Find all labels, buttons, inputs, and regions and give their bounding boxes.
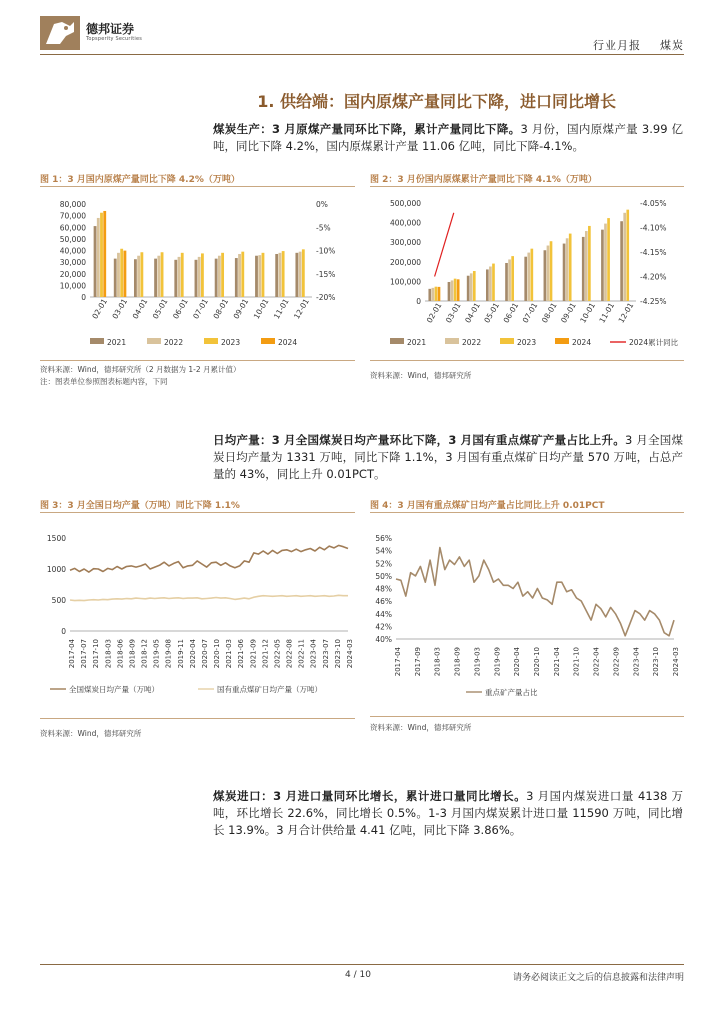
bar-2023: [221, 253, 224, 297]
legend-label: 2024累计同比: [629, 338, 679, 347]
bar-2021: [524, 257, 527, 301]
x-tick-label: 2021-10: [572, 647, 581, 677]
legal-disclaimer: 请务必阅读正文之后的信息披露和法律声明: [512, 973, 684, 983]
x-tick-label: 2020-07: [200, 639, 209, 669]
x-tick-label: 2024-03: [672, 647, 680, 677]
x-tick-label: 2017-09: [413, 647, 422, 677]
bar-2023: [531, 249, 534, 301]
bar-2021: [505, 263, 508, 301]
x-tick-label: 2019-11: [176, 639, 185, 669]
x-tick-label: 2021-03: [225, 639, 234, 669]
bar-2021: [448, 282, 451, 301]
page-number: 4 / 10: [345, 970, 371, 980]
y-tick-label: 0: [61, 627, 66, 636]
bar-2023: [140, 252, 143, 297]
legend-swatch: [147, 338, 161, 344]
x-tick-label: 07-01: [191, 297, 210, 321]
bar-2021: [154, 259, 157, 297]
cumulative-yoy-line: [435, 213, 454, 277]
bar-2022: [470, 273, 473, 301]
bar-2022: [623, 213, 626, 301]
bar-2023: [282, 251, 285, 297]
legend-swatch: [261, 338, 275, 344]
footer-divider: [40, 964, 684, 965]
x-tick-label: 2019-05: [152, 639, 161, 669]
fig1-note: 注：图表单位参照图表标题内容，下同: [40, 377, 168, 386]
section-title: 1. 供给端：国内原煤产量同比下降，进口同比增长: [257, 92, 616, 111]
paragraph-body: 3 月份，国内原煤产量 3.99 亿吨，同比下降 4.2%，国内原煤累计产量 11.06 亿吨，同比下降-4.1%。: [213, 122, 683, 153]
x-tick-label: 2018-06: [116, 639, 125, 669]
x-tick-label: 06-01: [501, 301, 521, 325]
x-tick-label: 2017-04: [68, 639, 76, 669]
y-tick-label: 46%: [375, 597, 392, 607]
y-tick-label: 40%: [375, 635, 392, 644]
y2-tick-label: -4.05%: [640, 199, 667, 208]
x-tick-label: 2023-04: [309, 639, 318, 669]
y-tick-label: 40,000: [59, 246, 86, 256]
legend-swatch: [445, 338, 459, 344]
paragraph-lead: 煤炭生产：3 月原煤产量同环比下降，累计产量同比下降。: [213, 122, 521, 136]
coal-import-paragraph: [213, 788, 683, 839]
bar-2022: [604, 224, 607, 301]
y2-tick-label: -4.25%: [640, 297, 667, 306]
x-tick-label: 2024-03: [346, 639, 354, 669]
x-tick-label: 2020-04: [513, 647, 522, 677]
bar-2023: [454, 279, 457, 301]
legend-label: 全国煤炭日均产量（万吨）: [69, 685, 159, 694]
bar-2023: [492, 264, 495, 301]
y-tick-label: 500: [51, 596, 66, 605]
bar-2021: [114, 259, 117, 297]
legend-label: 国有重点煤矿日均产量（万吨）: [217, 685, 322, 694]
fig1-source: 资料来源：Wind，德邦研究所（2 月数据为 1-2 月累计值）: [40, 365, 241, 374]
bar-2021: [582, 237, 585, 301]
fig3-bottom-divider: [40, 718, 355, 719]
y2-tick-label: -15%: [316, 269, 336, 279]
x-tick-label: 2020-10: [533, 647, 541, 677]
bar-2021: [428, 289, 431, 301]
x-tick-label: 10-01: [578, 301, 597, 325]
fig4-source: 资料来源：Wind，德邦研究所: [370, 723, 472, 732]
legend-swatch: [390, 338, 404, 344]
x-tick-label: 04-01: [463, 301, 482, 325]
bar-2022: [117, 253, 120, 297]
bar-2022: [198, 257, 201, 297]
paragraph-lead: 煤炭进口：3 月进口量同环比增长，累计进口量同比增长。: [213, 789, 527, 803]
series-line-0: [396, 548, 674, 636]
x-tick-label: 09-01: [231, 297, 251, 321]
x-tick-label: 02-01: [424, 301, 444, 325]
x-tick-label: 2019-09: [493, 647, 502, 677]
x-tick-label: 2023-04: [632, 647, 641, 677]
x-tick-label: 2021-06: [237, 639, 246, 669]
y-tick-label: 52%: [375, 559, 392, 569]
fig2-bottom-divider: [370, 360, 684, 361]
x-tick-label: 2022-04: [592, 647, 601, 677]
y-tick-label: 56%: [375, 534, 392, 543]
x-tick-label: 2023-07: [321, 639, 330, 669]
y2-tick-label: -10%: [316, 246, 336, 256]
y-tick-label: 50,000: [59, 234, 86, 244]
bar-2022: [432, 288, 435, 301]
bar-2023: [161, 252, 164, 297]
bar-2022: [451, 280, 454, 301]
legend-label: 2021: [107, 338, 127, 347]
bar-2022: [547, 246, 550, 301]
x-tick-label: 2018-03: [104, 639, 113, 669]
coal-production-paragraph: [213, 121, 683, 155]
bar-2022: [258, 255, 261, 297]
x-tick-label: 08-01: [539, 301, 559, 325]
bar-2023: [607, 218, 610, 301]
bar-2023: [302, 249, 305, 297]
x-tick-label: 2018-09: [453, 647, 462, 677]
bar-2022: [527, 253, 530, 301]
series-line-1: [70, 595, 348, 600]
fig2-title: 图 2：3 月份国内原煤累计产量同比下降 4.1%（万吨）: [370, 175, 597, 185]
bar-2023: [511, 256, 514, 301]
bar-2024: [124, 251, 127, 297]
fig3-chart: [40, 518, 355, 703]
bar-2021: [467, 276, 470, 301]
x-tick-label: 04-01: [130, 297, 150, 321]
y-tick-label: 44%: [375, 609, 392, 619]
bar-2021: [174, 260, 177, 297]
paragraph-lead: 日均产量：3 月全国煤炭日均产量环比下降，3 月国有重点煤矿产量占比上升。: [213, 433, 626, 447]
bar-2022: [585, 231, 588, 301]
legend-label: 重点矿产量占比: [485, 688, 538, 697]
y-tick-label: 50%: [375, 571, 392, 581]
x-tick-label: 2019-03: [473, 647, 482, 677]
bar-2023: [100, 213, 103, 297]
y-tick-label: 48%: [375, 584, 392, 594]
x-tick-label: 05-01: [150, 297, 170, 321]
fig1-chart: [40, 190, 355, 355]
x-tick-label: 2021-09: [249, 639, 258, 669]
company-logo: [40, 16, 80, 50]
fig2-chart: [370, 190, 684, 355]
y2-tick-label: 0%: [316, 200, 328, 209]
bar-2024: [103, 211, 106, 297]
legend-label: 2023: [517, 338, 537, 347]
fig1-bottom-divider: [40, 360, 355, 361]
bar-2024: [438, 287, 441, 301]
x-tick-label: 11-01: [597, 301, 617, 325]
x-tick-label: 2018-12: [140, 639, 149, 669]
bar-2023: [435, 287, 438, 301]
x-tick-label: 2020-04: [188, 639, 197, 669]
y2-tick-label: -4.15%: [640, 248, 667, 257]
fig4-title: 图 4：3 月国有重点煤矿日均产量占比同比上升 0.01PCT: [370, 501, 605, 511]
fig1-title: 图 1：3 月国内原煤产量同比下降 4.2%（万吨）: [40, 175, 240, 185]
bar-2024: [457, 279, 460, 301]
y-tick-label: 1500: [46, 534, 66, 543]
y-tick-label: 500,000: [389, 199, 421, 208]
bar-2021: [94, 226, 97, 297]
legend-label: 2021: [407, 338, 427, 347]
bar-2021: [255, 256, 258, 297]
bar-2022: [178, 257, 181, 297]
x-tick-label: 2021-04: [552, 647, 561, 677]
fig4-divider: [370, 512, 684, 513]
legend-label: 2022: [462, 338, 482, 347]
header-divider: [40, 54, 684, 55]
bar-2021: [620, 221, 623, 301]
bar-2021: [235, 258, 238, 297]
fig3-title: 图 3：3 月全国日均产量（万吨）同比下降 1.1%: [40, 501, 240, 511]
legend-label: 2023: [221, 338, 241, 347]
bar-2022: [508, 259, 511, 301]
x-tick-label: 2018-03: [433, 647, 442, 677]
bar-2021: [295, 253, 298, 297]
x-tick-label: 09-01: [559, 301, 578, 325]
x-tick-label: 2022-09: [612, 647, 621, 677]
legend-label: 2024: [572, 338, 592, 347]
legend-swatch: [90, 338, 104, 344]
bar-2021: [215, 259, 218, 297]
bar-2023: [241, 252, 244, 297]
paragraph-body: 3 月国内煤炭进口量 4138 万吨，环比增长 22.6%，同比增长 0.5%。1-3 月国内煤炭累计进口量 11590 万吨，同比增长 13.9%。3 月合计供给量 4.41 亿吨，同比下降 3.86%。: [213, 789, 683, 837]
series-line-0: [70, 545, 348, 572]
x-tick-label: 2018-09: [128, 639, 137, 669]
x-tick-label: 2023-10: [333, 639, 342, 669]
y-tick-label: 54%: [375, 546, 392, 556]
bar-2021: [195, 260, 198, 297]
bar-2022: [566, 238, 569, 301]
bar-2023: [626, 210, 629, 301]
bar-2023: [262, 253, 265, 297]
x-tick-label: 2017-04: [394, 647, 402, 677]
x-tick-label: 2022-11: [297, 639, 306, 669]
legend-label: 2024: [278, 338, 298, 347]
bar-2022: [97, 218, 100, 297]
bar-2021: [486, 269, 489, 301]
industry-label: 煤炭: [660, 39, 684, 52]
y-tick-label: 42%: [375, 622, 392, 632]
x-tick-label: 2021-12: [261, 639, 270, 669]
y-tick-label: 20,000: [59, 269, 86, 279]
x-tick-label: 05-01: [482, 301, 502, 325]
bar-2021: [601, 230, 604, 301]
fig3-divider: [40, 512, 355, 513]
x-tick-label: 03-01: [110, 297, 130, 321]
bar-2022: [157, 256, 160, 297]
x-tick-label: 07-01: [520, 301, 540, 325]
bar-2021: [134, 259, 137, 297]
x-tick-label: 12-01: [292, 297, 311, 321]
x-tick-label: 2017-10: [92, 639, 101, 669]
bar-2023: [569, 234, 572, 301]
bar-2022: [489, 267, 492, 301]
y-tick-label: 10,000: [59, 281, 86, 291]
x-tick-label: 02-01: [90, 297, 110, 321]
bar-2022: [137, 256, 140, 297]
legend-swatch: [204, 338, 218, 344]
x-tick-label: 12-01: [616, 301, 636, 325]
y-tick-label: 1000: [46, 565, 66, 574]
y2-tick-label: -4.20%: [640, 272, 667, 282]
bar-2022: [278, 253, 281, 297]
x-tick-label: 2022-08: [285, 639, 294, 669]
fig4-bottom-divider: [370, 716, 684, 717]
x-tick-label: 2020-10: [213, 639, 222, 669]
legend-swatch: [500, 338, 514, 344]
fig3-source: 资料来源：Wind，德邦研究所: [40, 729, 142, 738]
paragraph-body: 3 月全国煤炭日均产量为 1331 万吨，同比下降 1.1%，3 月国有重点煤矿日均产量 570 万吨，占总产量的 43%，同比上升 0.01PCT。: [213, 433, 683, 481]
y2-tick-label: -20%: [316, 293, 336, 302]
x-tick-label: 2019-08: [164, 639, 173, 669]
bar-2023: [473, 271, 476, 301]
bar-2023: [120, 249, 123, 297]
brand-subtitle: Topsperity Securities: [86, 36, 143, 42]
bar-2021: [275, 254, 278, 297]
fig2-source: 资料来源：Wind，德邦研究所: [370, 371, 472, 380]
legend-swatch: [555, 338, 569, 344]
brand-name: 德邦证券: [86, 22, 135, 36]
y2-tick-label: -5%: [316, 223, 331, 233]
report-type: 行业月报: [593, 39, 641, 52]
bar-2022: [238, 254, 241, 297]
bar-2023: [181, 253, 184, 297]
y-tick-label: 300,000: [389, 238, 421, 248]
bar-2021: [544, 250, 547, 301]
report-header: [593, 37, 684, 53]
bar-2023: [550, 241, 553, 301]
y-tick-label: 0: [81, 293, 86, 302]
x-tick-label: 2022-05: [273, 639, 282, 669]
x-tick-label: 03-01: [443, 301, 463, 325]
fig2-divider: [370, 186, 684, 187]
x-tick-label: 06-01: [171, 297, 190, 321]
y-tick-label: 80,000: [59, 200, 86, 209]
bar-2023: [588, 226, 591, 301]
x-tick-label: 2023-10: [652, 647, 661, 677]
y-tick-label: 100,000: [389, 277, 421, 287]
bar-2022: [218, 256, 221, 297]
legend-label: 2022: [164, 338, 184, 347]
fig1-divider: [40, 186, 355, 187]
bar-2023: [201, 253, 204, 297]
y-tick-label: 400,000: [389, 218, 421, 228]
y-tick-label: 60,000: [59, 223, 86, 233]
y2-tick-label: -4.10%: [640, 223, 667, 233]
x-tick-label: 08-01: [211, 297, 231, 321]
y-tick-label: 70,000: [59, 211, 86, 221]
bar-2022: [299, 252, 302, 297]
y-tick-label: 30,000: [59, 258, 86, 268]
x-tick-label: 10-01: [251, 297, 271, 321]
bar-2021: [563, 244, 566, 301]
daily-output-paragraph: [213, 432, 683, 483]
fig4-chart: [370, 518, 684, 708]
y-tick-label: 200,000: [389, 257, 421, 267]
x-tick-label: 2017-07: [80, 639, 89, 669]
y-tick-label: 0: [416, 297, 421, 306]
x-tick-label: 11-01: [271, 297, 291, 321]
